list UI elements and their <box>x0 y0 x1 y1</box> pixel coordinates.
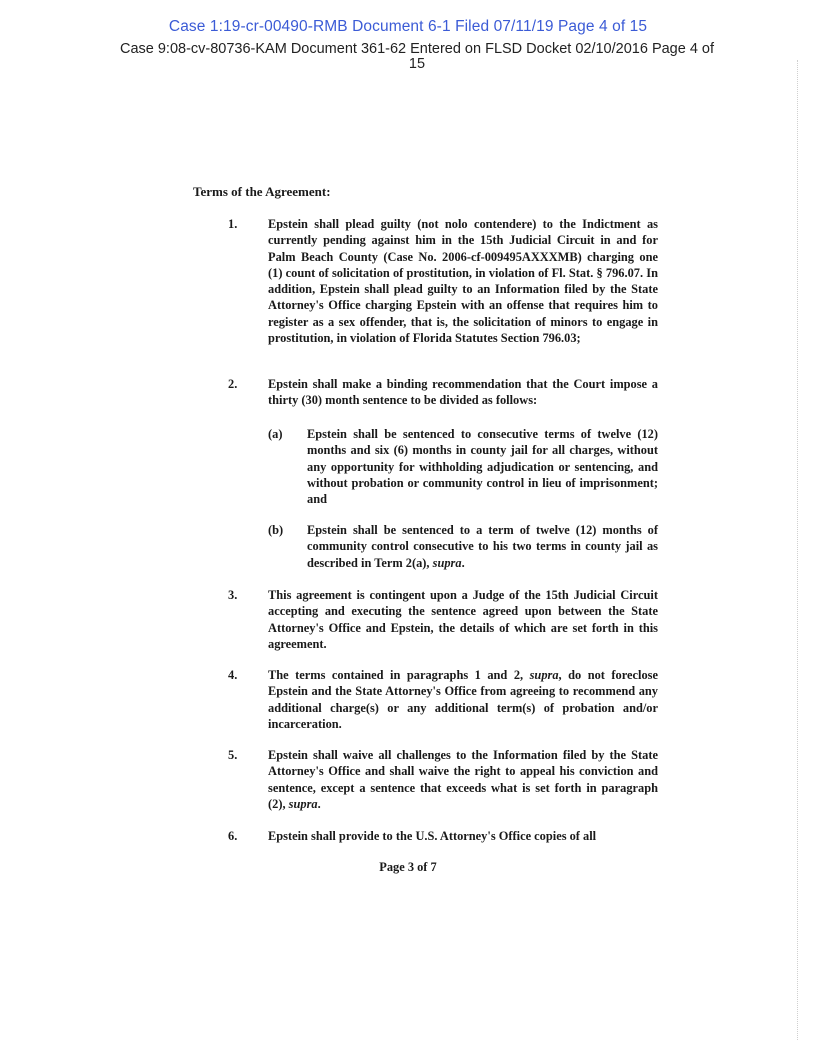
term-2 <box>228 376 658 409</box>
term-text-a: The terms contained in paragraphs 1 and 2, <box>268 668 530 682</box>
term-5 <box>228 747 658 812</box>
term-1 <box>228 216 658 346</box>
filing-stamp-flsd-line1: Case 9:08-cv-80736-KAM Document 361-62 Entered on FLSD Docket 02/10/2016 Page 4 of <box>119 41 715 57</box>
subterm-text: Epstein shall be sentenced to consecutive terms of twelve (12) months and six (6) months in county jail for all charges, without any opportunity for withholding adjudication or sentencing, and without probation or community control in lieu of imprisonment; and <box>307 427 658 507</box>
filing-stamp-flsd <box>82 42 752 72</box>
supra-citation: supra <box>288 796 318 811</box>
subterm-letter: (b) <box>268 523 284 537</box>
subterm-text-b: . <box>461 555 465 570</box>
term-number: 3. <box>228 588 238 602</box>
page-number-footer: Page 3 of 7 <box>379 860 437 874</box>
term-number: 1. <box>228 217 238 231</box>
term-text <box>268 667 658 732</box>
subterm-text-a: Epstein shall be sentenced to a term of twelve (12) months of community control consecutive to his two terms in county jail as described in Term 2(a), <box>307 523 658 570</box>
term-number: 4. <box>228 668 238 682</box>
term-text-b: . <box>317 796 321 811</box>
term-text: Epstein shall make a binding recommendation that the Court impose a thirty (30) month sentence to be divided as follows: <box>268 377 658 408</box>
term-number: 2. <box>228 377 238 391</box>
supra-citation: supra <box>529 668 559 682</box>
term-text-a: Epstein shall waive all challenges to the Information filed by the State Attorney's Office and shall waive the right to appeal his conviction and sentence, except a sentence that exceeds what is set forth in paragraph (2), <box>268 748 658 811</box>
supra-citation: supra <box>432 555 462 570</box>
term-6 <box>228 828 658 844</box>
scan-edge-divider <box>796 60 798 1040</box>
term-2b <box>268 522 658 571</box>
term-number: 6. <box>228 829 238 843</box>
term-3 <box>228 587 658 652</box>
subterm-text <box>307 522 658 571</box>
section-heading: Terms of the Agreement: <box>193 184 331 199</box>
term-2a <box>268 426 658 507</box>
filing-stamp-sdny: Case 1:19-cr-00490-RMB Document 6-1 Filed 07/11/19 Page 4 of 15 <box>168 18 648 35</box>
term-text: Epstein shall plead guilty (not nolo contendere) to the Indictment as currently pending against him in the 15th Judicial Circuit in and for Palm Beach County (Case No. 2006-cf-009495AXXXMB) charging one (1) count of solicitation of prostitution, in violation of Fl. Stat. § 796.07. In addition, Epstein shall plead guilty to an Information filed by the State Attorney's Office charging Epstein with an offense that requires him to register as a sex offender, that is, the solicitation of minors to engage in prostitution, in violation of Florida Statutes Section 796.03; <box>268 217 658 346</box>
subterm-letter: (a) <box>268 427 283 441</box>
term-text-b: , do not foreclose Epstein and the State Attorney's Office from agreeing to recommend any additional charge(s) or any additional term(s) of probation and/or incarceration. <box>268 668 658 731</box>
term-4 <box>228 667 658 732</box>
term-text: This agreement is contingent upon a Judge of the 15th Judicial Circuit accepting and executing the sentence agreed upon between the State Attorney's Office and Epstein, the details of which are set forth in this agreement. <box>268 588 658 651</box>
term-number: 5. <box>228 748 238 762</box>
filing-stamp-flsd-line2: 15 <box>408 56 426 72</box>
term-text <box>268 747 658 812</box>
term-text: Epstein shall provide to the U.S. Attorney's Office copies of all <box>268 829 597 843</box>
